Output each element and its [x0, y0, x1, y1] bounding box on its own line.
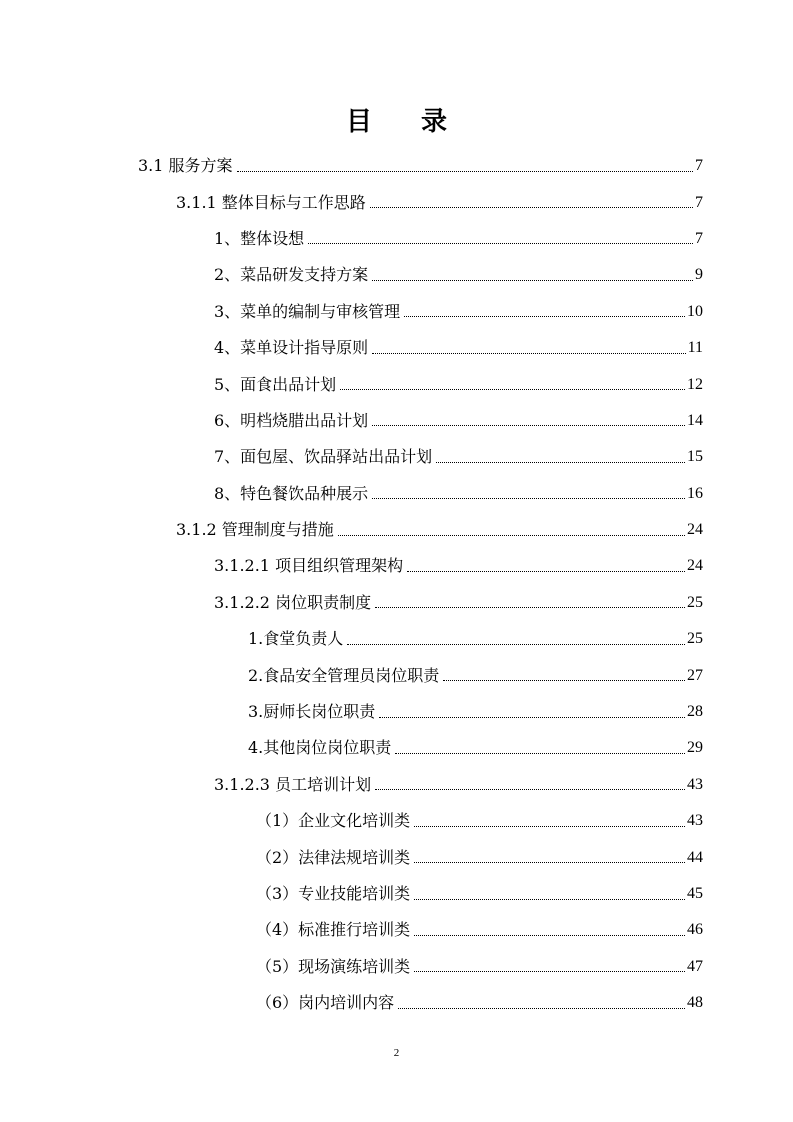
toc-entry-page: 24	[687, 557, 703, 575]
toc-entry-page: 11	[687, 339, 703, 357]
toc-entry[interactable]	[0, 876, 793, 912]
toc-entry-label: 8、特色餐饮品种展示	[214, 483, 369, 503]
dot-leader	[407, 551, 685, 572]
page-title: 目 录	[345, 107, 468, 137]
toc-entry-page: 45	[687, 885, 703, 902]
toc-entry-page: 48	[687, 994, 703, 1012]
dot-leader	[414, 915, 685, 936]
toc-entry-page: 7	[695, 229, 703, 247]
dot-leader	[414, 951, 685, 972]
dot-leader	[379, 697, 685, 718]
toc-entry[interactable]	[0, 730, 793, 766]
dot-leader	[414, 842, 685, 863]
toc-entry[interactable]	[0, 657, 793, 693]
dot-leader	[372, 333, 685, 354]
dot-leader	[347, 624, 685, 645]
toc-entry-label: （1）企业文化培训类	[256, 811, 411, 831]
dot-leader	[414, 879, 685, 900]
toc-entry[interactable]	[0, 621, 793, 657]
toc-entry[interactable]	[0, 585, 793, 621]
toc-entry[interactable]	[0, 221, 793, 257]
toc-entry-page: 43	[687, 812, 703, 830]
page-number: 2	[393, 1047, 400, 1059]
toc-entry-label: 3.1.2 管理制度与措施	[176, 520, 334, 540]
toc-entry-page: 47	[687, 957, 703, 975]
toc-entry-page: 7	[695, 157, 703, 175]
toc-entry[interactable]	[0, 184, 793, 220]
dot-leader	[370, 187, 693, 208]
toc-entry[interactable]	[0, 912, 793, 948]
toc-entry[interactable]	[0, 803, 793, 839]
toc-entry[interactable]	[0, 548, 793, 584]
toc-entry-page: 28	[687, 703, 703, 721]
toc-entry-label: 3.1.1 整体目标与工作思路	[176, 192, 366, 212]
toc-entry-page: 15	[687, 448, 703, 466]
toc-entry[interactable]	[0, 257, 793, 293]
dot-leader	[338, 515, 685, 536]
toc-entry-page: 24	[687, 521, 703, 539]
toc-entry-page: 27	[687, 666, 703, 684]
toc-entry-page: 10	[687, 302, 703, 320]
toc-entry[interactable]	[0, 403, 793, 439]
toc-entry-label: 4、菜单设计指导原则	[214, 338, 369, 358]
toc-entry-label: （4）标准推行培训类	[256, 920, 411, 940]
dot-leader	[372, 405, 685, 426]
toc-entry-label: 1.食堂负责人	[248, 629, 344, 649]
toc-entry[interactable]	[0, 949, 793, 985]
dot-leader	[414, 806, 685, 827]
toc-entry[interactable]	[0, 476, 793, 512]
toc-entry-label: 6、明档烧腊出品计划	[214, 410, 369, 430]
toc-entry-label: （2）法律法规培训类	[256, 847, 411, 867]
toc-entry[interactable]	[0, 294, 793, 330]
dot-leader	[237, 151, 693, 172]
dot-leader	[372, 478, 685, 499]
toc-entry-label: 3.1.2.3 员工培训计划	[214, 774, 372, 794]
dot-leader	[375, 587, 685, 608]
toc-entry[interactable]	[0, 366, 793, 402]
toc-entry[interactable]	[0, 512, 793, 548]
toc-entry[interactable]	[0, 767, 793, 803]
toc-entry-label: 5、面食出品计划	[214, 374, 337, 394]
toc-entry[interactable]	[0, 330, 793, 366]
toc-entry[interactable]	[0, 148, 793, 184]
toc-entry-page: 9	[695, 266, 703, 284]
toc-entry-label: 3、菜单的编制与审核管理	[214, 301, 401, 321]
toc-entry-label: 2.食品安全管理员岗位职责	[248, 665, 440, 685]
toc-entry-page: 43	[687, 775, 703, 793]
toc-entry-label: 4.其他岗位岗位职责	[248, 738, 392, 758]
toc-entry[interactable]	[0, 985, 793, 1021]
dot-leader	[398, 988, 685, 1009]
toc-entry-label: （3）专业技能培训类	[256, 884, 411, 903]
toc-entry-page: 12	[687, 375, 703, 393]
toc-entry-label: 7、面包屋、饮品驿站出品计划	[214, 447, 433, 467]
toc-entry[interactable]	[0, 694, 793, 730]
toc-entry[interactable]	[0, 839, 793, 875]
dot-leader	[308, 223, 693, 244]
toc-entry[interactable]	[0, 439, 793, 475]
toc-entry-label: 3.1.2.2 岗位职责制度	[214, 592, 372, 612]
toc-entry-label: （5）现场演练培训类	[256, 956, 411, 976]
dot-leader	[375, 769, 685, 790]
dot-leader	[372, 260, 693, 281]
dot-leader	[436, 442, 685, 463]
toc-entry-page: 14	[687, 411, 703, 429]
toc-entry-label: 3.厨师长岗位职责	[248, 702, 376, 722]
dot-leader	[395, 733, 685, 754]
toc-entry-label: （6）岗内培训内容	[256, 993, 395, 1013]
toc-entry-page: 25	[687, 593, 703, 611]
toc-entry-page: 29	[687, 739, 703, 757]
toc-entry-page: 25	[687, 630, 703, 648]
dot-leader	[404, 296, 685, 317]
dot-leader	[443, 660, 685, 681]
toc-entry-label: 2、菜品研发支持方案	[214, 265, 369, 285]
toc-entry-page: 46	[687, 921, 703, 939]
table-of-contents	[0, 148, 793, 1021]
toc-entry-label: 3.1 服务方案	[138, 156, 233, 176]
toc-entry-label: 3.1.2.1 项目组织管理架构	[214, 556, 404, 576]
dot-leader	[340, 369, 685, 390]
toc-entry-page: 16	[687, 484, 703, 502]
toc-entry-page: 44	[687, 848, 703, 866]
toc-entry-page: 7	[695, 193, 703, 211]
toc-entry-label: 1、整体设想	[214, 228, 305, 248]
